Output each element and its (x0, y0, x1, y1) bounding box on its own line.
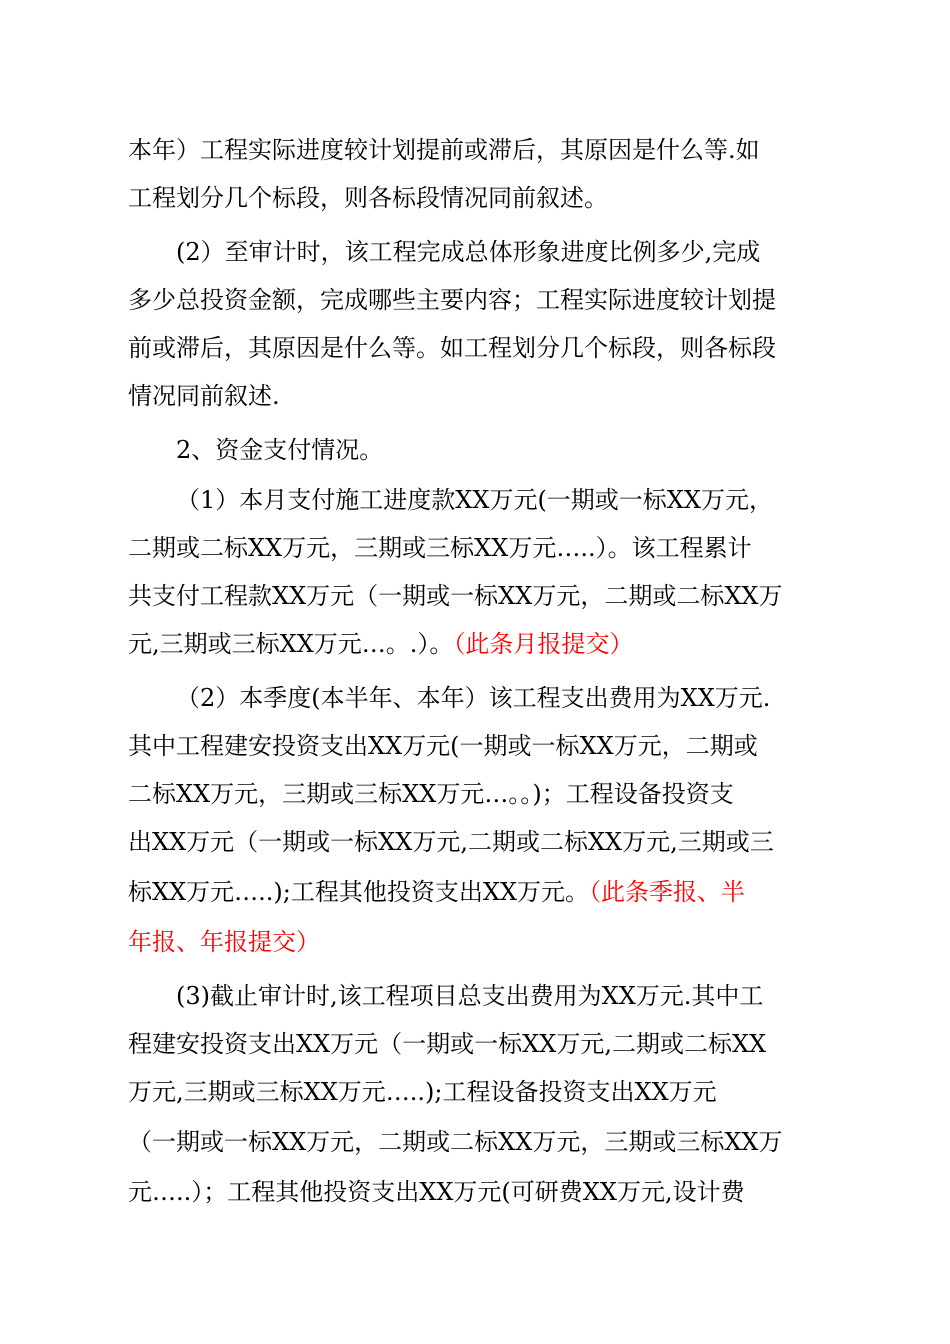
text-line-10: 共支付工程款XX万元（一期或一标XX万元，二期或二标XX万 (128, 582, 783, 610)
text-line-11: 元,三期或三标XX万元…。.）。（此条月报提交） (128, 630, 634, 658)
text-line-9: 二期或二标XX万元，三期或三标XX万元…..）。该工程累计 (128, 534, 752, 562)
text-line-19: 程建安投资支出XX万元（一期或一标XX万元,二期或二标XX (128, 1030, 767, 1058)
text-line-6: 情况同前叙述. (128, 382, 280, 410)
text-line-1: 本年）工程实际进度较计划提前或滞后，其原因是什么等.如 (128, 136, 760, 164)
text-line-5: 前或滞后，其原因是什么等。如工程划分几个标段，则各标段 (128, 334, 776, 362)
text-line-4: 多少总投资金额，完成哪些主要内容；工程实际进度较计划提 (128, 286, 776, 314)
monthly-note: （此条月报提交） (453, 630, 634, 658)
text-line-3: (2）至审计时，该工程完成总体形象进度比例多少,完成 (176, 238, 761, 266)
text-line-21: （一期或一标XX万元，二期或二标XX万元，三期或三标XX万 (128, 1128, 783, 1156)
section-heading: 2、资金支付情况。 (176, 436, 384, 464)
text-line-15: 出XX万元（一期或一标XX万元,二期或二标XX万元,三期或三 (128, 828, 774, 856)
text-line-16: 标XX万元…..);工程其他投资支出XX万元。（此条季报、半 (128, 878, 746, 906)
text-line-13: 其中工程建安投资支出XX万元(一期或一标XX万元，二期或 (128, 732, 758, 760)
text-line-14: 二标XX万元，三期或三标XX万元…。。)；工程设备投资支 (128, 780, 734, 808)
text-line-20: 万元,三期或三标XX万元…..);工程设备投资支出XX万元 (128, 1078, 717, 1106)
text-line-17: 年报、年报提交） (128, 928, 320, 956)
text-line-8: （1）本月支付施工进度款XX万元(一期或一标XX万元， (176, 486, 773, 514)
text-line-12: （2）本季度(本半年、本年）该工程支出费用为XX万元. (176, 684, 771, 712)
text-line-22: 元…..）；工程其他投资支出XX万元(可研费XX万元,设计费 (128, 1178, 745, 1206)
text-line-2: 工程划分几个标段，则各标段情况同前叙述。 (128, 184, 608, 212)
quarterly-note: （此条季报、半 (589, 878, 746, 906)
text-line-18: (3)截止审计时,该工程项目总支出费用为XX万元.其中工 (176, 982, 764, 1010)
